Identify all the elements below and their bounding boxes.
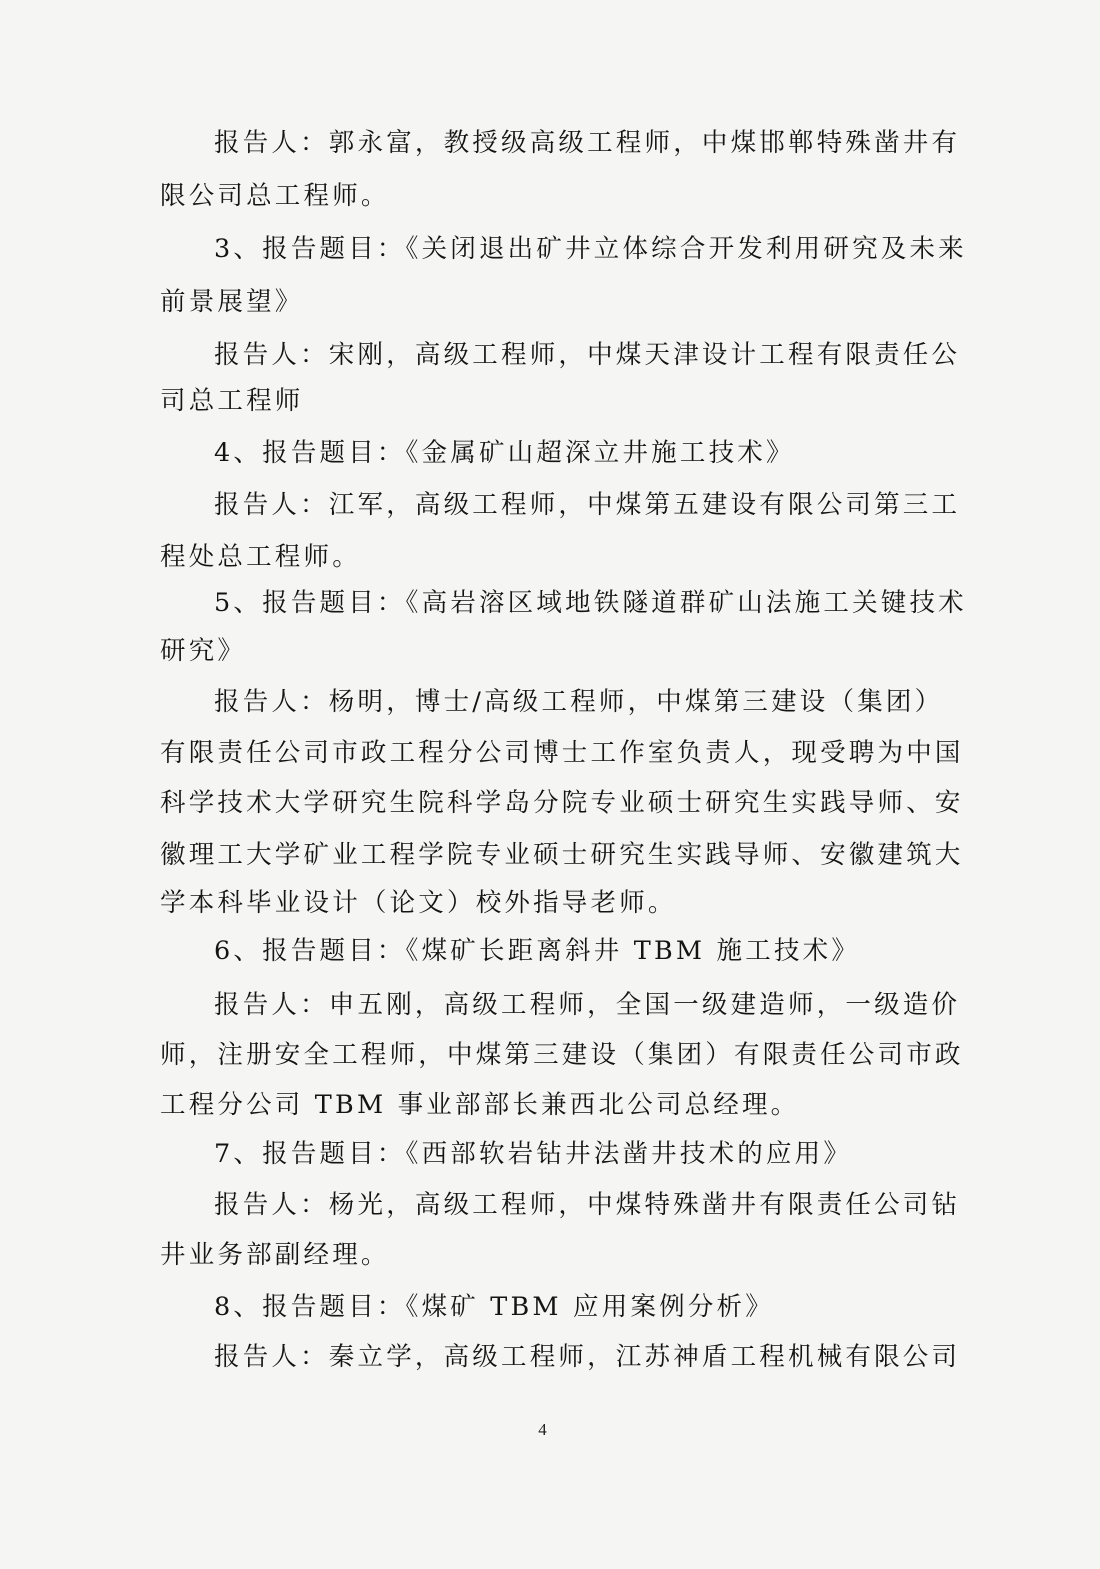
text-line: 5、报告题目：《高岩溶区域地铁隧道群矿山法施工关键技术 — [214, 588, 967, 618]
text-line: 程处总工程师。 — [160, 542, 361, 572]
text-line: 研究》 — [160, 636, 247, 666]
text-line: 8、报告题目：《煤矿 TBM 应用案例分析》 — [214, 1292, 774, 1322]
text-line: 报告人：杨光，高级工程师，中煤特殊凿井有限责任公司钻 — [214, 1190, 961, 1220]
text-line: 报告人：申五刚，高级工程师，全国一级建造师，一级造价 — [214, 990, 961, 1020]
text-line: 报告人：杨明，博士/高级工程师，中煤第三建设（集团） — [214, 687, 944, 717]
text-line: 前景展望》 — [160, 287, 304, 317]
text-line: 师，注册安全工程师，中煤第三建设（集团）有限责任公司市政 — [160, 1040, 964, 1070]
text-line: 报告人：秦立学，高级工程师，江苏神盾工程机械有限公司 — [214, 1342, 961, 1372]
text-line: 学本科毕业设计（论文）校外指导老师。 — [160, 888, 677, 918]
text-line: 报告人：宋刚，高级工程师，中煤天津设计工程有限责任公 — [214, 340, 961, 370]
text-line: 工程分公司 TBM 事业部部长兼西北公司总经理。 — [160, 1090, 800, 1120]
text-line: 徽理工大学矿业工程学院专业硕士研究生实践导师、安徽建筑大 — [160, 840, 964, 870]
text-line: 7、报告题目：《西部软岩钻井法凿井技术的应用》 — [214, 1139, 853, 1169]
text-line: 6、报告题目：《煤矿长距离斜井 TBM 施工技术》 — [214, 936, 861, 966]
text-line: 井业务部副经理。 — [160, 1240, 390, 1270]
text-line: 4、报告题目：《金属矿山超深立井施工技术》 — [214, 438, 795, 468]
text-line: 有限责任公司市政工程分公司博士工作室负责人，现受聘为中国 — [160, 738, 964, 768]
text-line: 报告人：郭永富，教授级高级工程师，中煤邯郸特殊凿井有 — [214, 128, 961, 158]
text-line: 司总工程师 — [160, 386, 304, 416]
text-line: 报告人：江军，高级工程师，中煤第五建设有限公司第三工 — [214, 490, 961, 520]
text-line: 3、报告题目：《关闭退出矿井立体综合开发利用研究及未来 — [214, 234, 967, 264]
text-line: 科学技术大学研究生院科学岛分院专业硕士研究生实践导师、安 — [160, 788, 964, 818]
text-line: 限公司总工程师。 — [160, 181, 390, 211]
page-number: 4 — [538, 1420, 547, 1439]
